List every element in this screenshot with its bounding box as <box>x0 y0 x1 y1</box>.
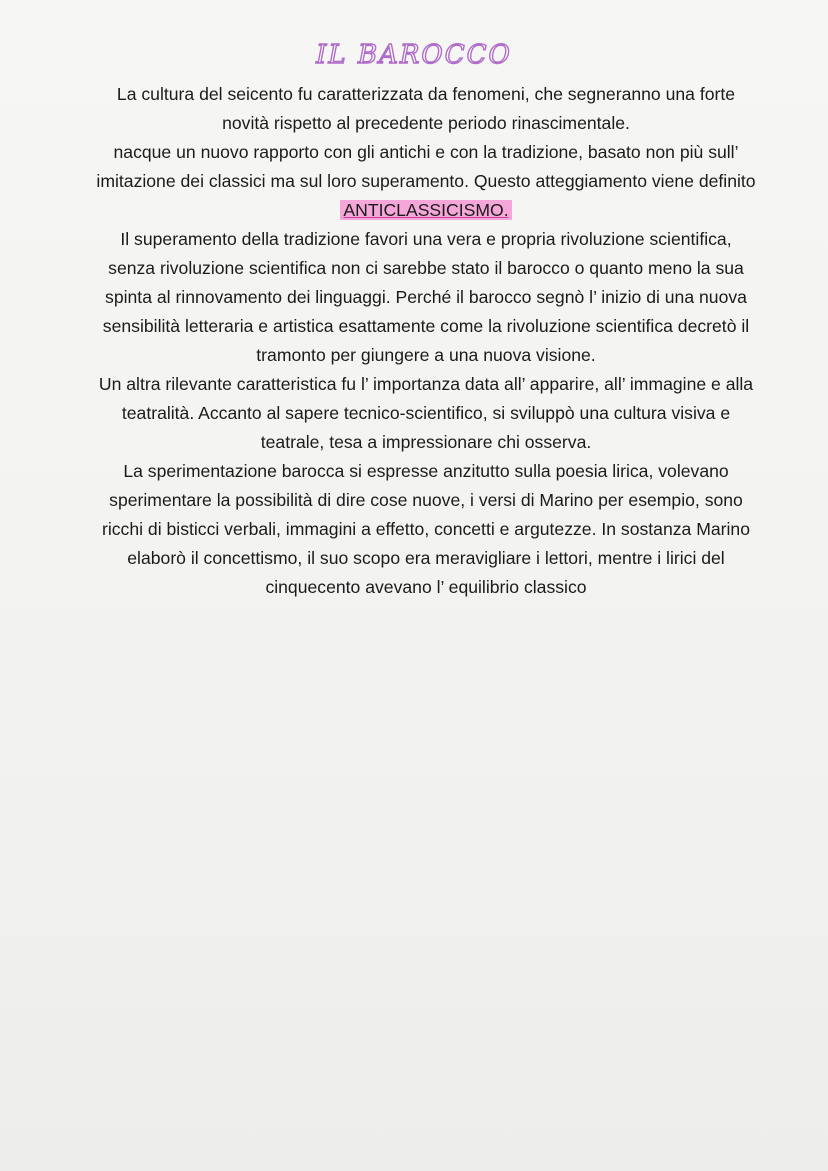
paragraph-2-text: nacque un nuovo rapporto con gli antichi e con la tradizione, basato non più sull’ imitazione dei classici ma sul loro superamento. Questo atteggiamento viene definito <box>96 142 756 191</box>
paragraph-1: La cultura del seicento fu caratterizzata da fenomeni, che segneranno una forte novità rispetto al precedente periodo rinascimentale. <box>116 84 736 133</box>
paragraph-5: La sperimentazione barocca si espresse anzitutto sulla poesia lirica, volevano sperimentare la possibilità di dire cose nuove, i versi di Marino per esempio, sono ricchi di bisticci verbali, immagini a effetto, concetti e argutezze. In sostanza Marino elaborò il concettismo, il suo scopo era meravigliare i lettori, mentre i lirici del cinquecento avevano l’ equilibrio classico <box>101 461 750 597</box>
highlighted-term: ANTICLASSICISMO. <box>340 200 511 220</box>
paragraph-3: Il superamento della tradizione favori una vera e propria rivoluzione scientifica, senza rivoluzione scientifica non ci sarebbe stato il barocco o quanto meno la sua spinta al rinnovamento dei linguaggi. Perché il barocco segnò l’ inizio di una nuova sensibilità letteraria e artistica esattamente come la rivoluzione scientifica decretò il tramonto per giungere a una nuova visione. <box>102 229 750 365</box>
page-title: IL BAROCCO <box>316 40 512 70</box>
body-text <box>96 80 756 602</box>
paragraph-4: Un altra rilevante caratteristica fu l’ importanza data all’ apparire, all’ immagine e alla teatralità. Accanto al sapere tecnico-scientifico, si sviluppò una cultura visiva e teatrale, tesa a impressionare chi osserva. <box>98 374 754 452</box>
paragraph-2 <box>96 138 756 225</box>
